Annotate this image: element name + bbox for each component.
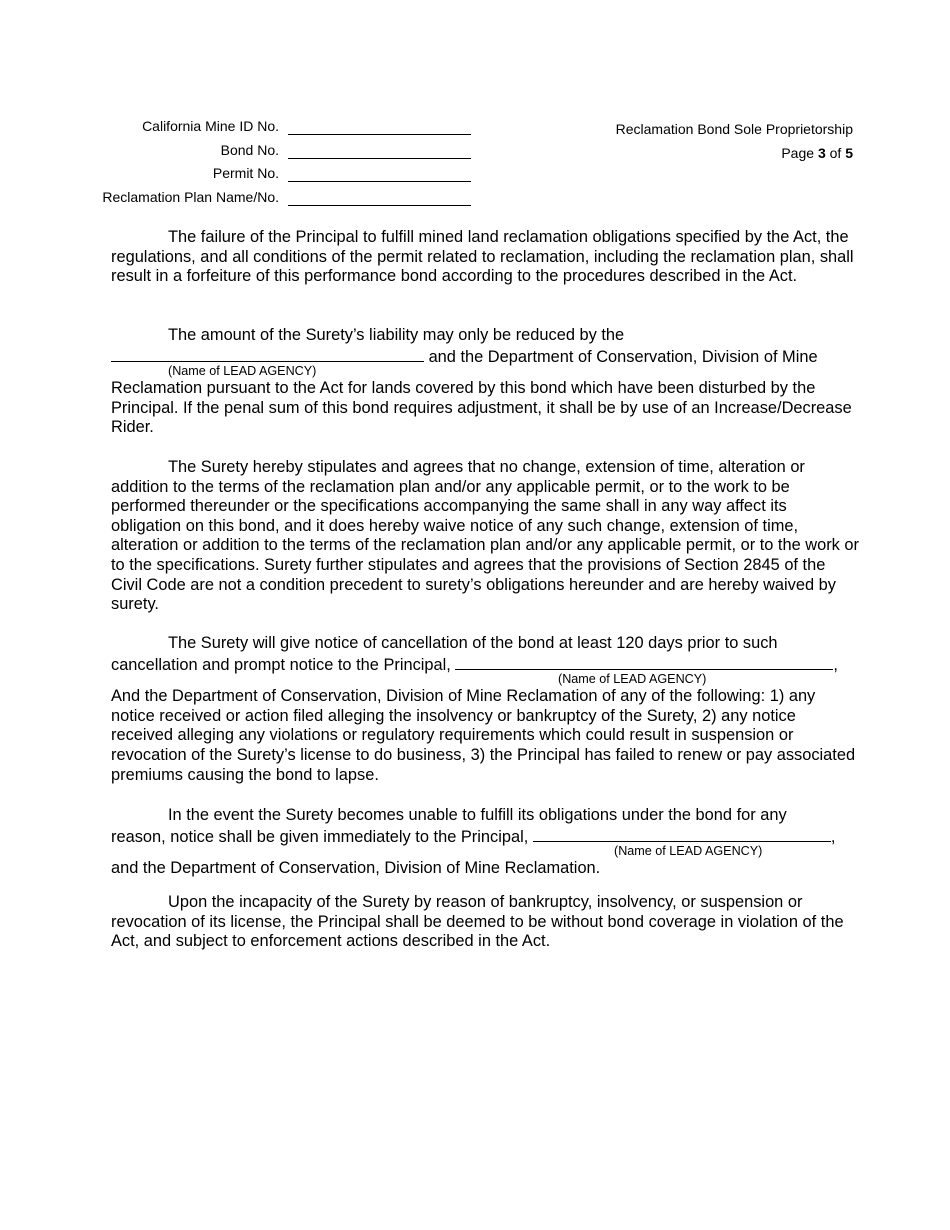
paragraph-stipulation-text: The Surety hereby stipulates and agrees that no change, extension of time, alteration or addition to the terms of the reclamation plan and/or any applicable permit, or to the work to be performed thereunder or the specifications accompanying the same shall in any way affect its obligation on this bond, and it does hereby waive notice of any such change, extension of time, alteration or addition to the terms of the reclamation plan and/or any applicable permit, or to the work or to the specifications. Surety further stipulates and agrees that the provisions of Section 2845 of the Civil Code are not a condition precedent to surety’s obligations hereunder and are hereby waived by surety. — [111, 458, 859, 614]
paragraph-forfeiture — [111, 228, 859, 287]
mine-id-field — [90, 116, 490, 140]
permit-no-field — [90, 163, 490, 187]
header-right — [616, 118, 853, 165]
lead-agency-blank-1[interactable] — [111, 346, 424, 362]
page-current: 3 — [817, 144, 826, 161]
unable-line-2-text: reason, notice shall be given immediately to the Principal, — [111, 827, 529, 846]
lead-agency-blank-2[interactable] — [455, 654, 833, 670]
page-number — [616, 142, 853, 166]
cancellation-line-2 — [111, 654, 859, 674]
cancellation-rest: And the Department of Conservation, Division of Mine Reclamation of any of the following: 1) any notice received or action filed alleging the insolvency or bankruptcy of the Surety, 2) any notice received alleging any violations or regulatory requirements which could result in suspension or revocation of the Surety’s license to do business, 3) the Principal has failed to renew or pay associated premiums causing the bond to lapse. — [111, 687, 856, 784]
reclamation-plan-blank[interactable] — [288, 205, 471, 206]
paragraph-cancellation — [111, 634, 859, 785]
page-word: Page — [781, 144, 815, 161]
mine-id-label: California Mine ID No. — [142, 118, 279, 134]
lead-agency-blank-3[interactable] — [533, 826, 831, 842]
unable-rest: and the Department of Conservation, Division of Mine Reclamation. — [111, 859, 601, 878]
permit-no-label: Permit No. — [212, 165, 279, 181]
bond-no-field — [90, 140, 490, 164]
page-total: 5 — [845, 144, 853, 161]
lead-agency-caption-1: (Name of LEAD AGENCY) — [168, 364, 317, 378]
liability-line-2 — [111, 346, 859, 366]
paragraph-incapacity — [111, 893, 859, 952]
cancellation-line-2-text: cancellation and prompt notice to the Principal, — [111, 655, 451, 674]
liability-line-1: The amount of the Surety’s liability may only be reduced by the — [168, 326, 625, 344]
lead-agency-caption-3: (Name of LEAD AGENCY) — [614, 844, 763, 858]
doc-title: Reclamation Bond Sole Proprietorship — [615, 121, 853, 137]
paragraph-incapacity-text: Upon the incapacity of the Surety by reason of bankruptcy, insolvency, or suspension or revocation of its license, the Principal shall be deemed to be without bond coverage in violation of the Act, and subject to enforcement actions described in the Act. — [111, 893, 844, 951]
bond-no-blank[interactable] — [288, 158, 471, 159]
paragraph-stipulation — [111, 458, 859, 615]
paragraph-forfeiture-text: The failure of the Principal to fulfill mined land reclamation obligations specified by the Act, the regulations, and all conditions of the permit related to reclamation, including the reclamation plan, shall result in a forfeiture of this performance bond according to the procedures described in the Act. — [111, 228, 854, 286]
bond-no-label: Bond No. — [220, 141, 279, 158]
page-of: of — [829, 144, 842, 161]
cancellation-line-1: The Surety will give notice of cancellation of the bond at least 120 days prior to such — [168, 634, 778, 652]
cancellation-comma: , — [833, 655, 838, 674]
reclamation-plan-field — [90, 187, 490, 211]
unable-line-1: In the event the Surety becomes unable to fulfill its obligations under the bond for any — [168, 806, 787, 824]
unable-line-2 — [111, 826, 859, 846]
header-fields — [90, 116, 490, 210]
liability-line-2-text: and the Department of Conservation, Division of Mine — [428, 347, 818, 366]
unable-comma: , — [830, 827, 836, 846]
permit-no-blank[interactable] — [288, 181, 471, 182]
paragraph-liability — [111, 326, 859, 438]
lead-agency-caption-2: (Name of LEAD AGENCY) — [558, 672, 707, 686]
mine-id-blank[interactable] — [288, 134, 471, 135]
paragraph-unable — [111, 806, 859, 879]
reclamation-plan-label: Reclamation Plan Name/No. — [102, 188, 279, 205]
liability-rest: Reclamation pursuant to the Act for lands covered by this bond which have been disturbed by the Principal. If the penal sum of this bond requires adjustment, it shall be by use of an Increase/Decrease Rider. — [111, 379, 852, 437]
